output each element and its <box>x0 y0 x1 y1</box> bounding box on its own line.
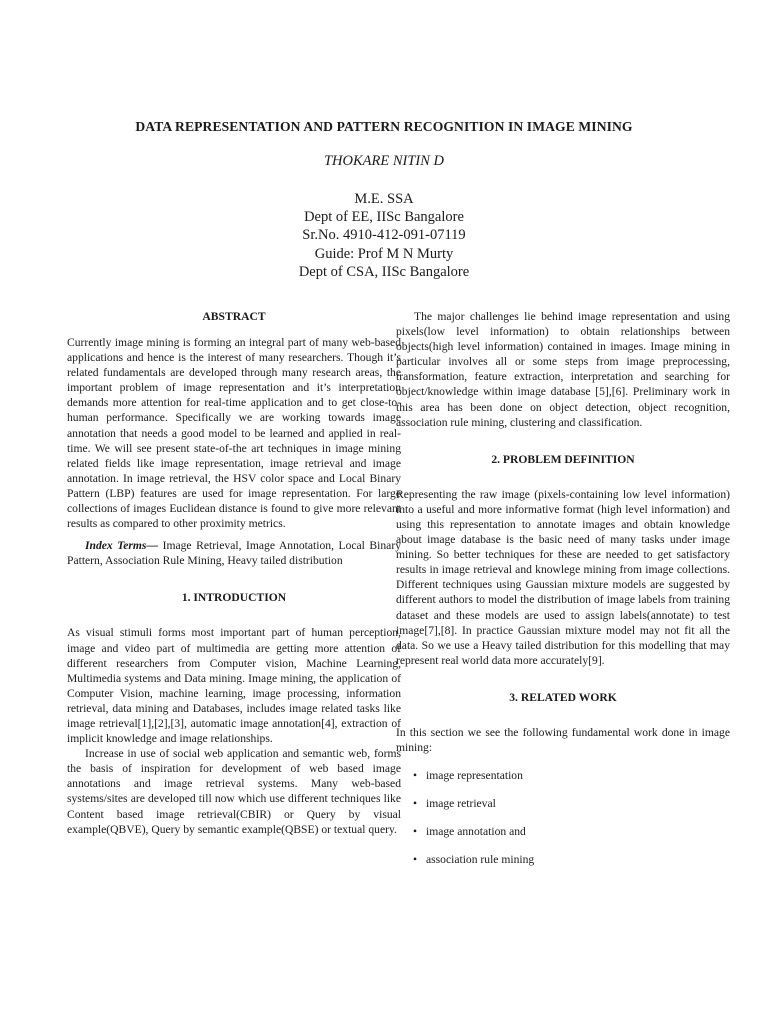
affiliation-line: Dept of CSA, IISc Bangalore <box>298 263 470 280</box>
intro-continued-paragraph: The major challenges lie behind image representation and using pixels(low level information) to obtain relationships between objects(high level information) contained in images. Image mining in particular involves all or some steps from image preprocessing, transformation, feature extraction, interpretation and searching for object/knowledge within image database [5],[6]. Preliminary work in this area has been done on object detection, object recognition, association rule mining, clustering and classification. <box>396 310 730 429</box>
list-item: • image retrieval <box>413 797 496 811</box>
author-name: THOKARE NITIN D <box>323 153 445 169</box>
bullet-icon: • <box>413 769 418 783</box>
index-terms-text: Image Retrieval, Image Annotation, Local Binary Pattern, Association Rule Mining, Heavy tailed distribution <box>67 539 401 568</box>
introduction-paragraph-2: Increase in use of social web application and semantic web, forms the basis of inspiration for development of web based image annotations and image retrieval systems. Many web-based systems/sites are developed till now which use different techniques like Content based image retrieval(CBIR) or Query by visual example(QBVE), Query by semantic example(QBSE) or textual query. <box>67 747 401 836</box>
right-column <box>396 309 730 867</box>
related-work-text: In this section we see the following fundamental work done in image mining: <box>396 725 730 754</box>
related-work-heading: 3. RELATED WORK <box>509 690 617 704</box>
problem-definition-text: Representing the raw image (pixels-containing low level information) into a useful and more informative format (high level information) and using this representation to annotate images and obtain knowledge about image database is the basic need of many tasks under image mining. So better techniques for these are needed to get satisfactory results in image retrieval and knowlege mining from image collections. Different techniques using Gaussian mixture models are suggested by different authors to model the distribution of image labels from training dataset and these models are used to assign labels(annotate) to test image[7],[8]. In practice Gaussian mixture model may not fit all the data. So we use a Heavy tailed distribution for this modelling that may represent real world data more accurately[9]. <box>396 487 730 667</box>
affiliation-line: M.E. SSA <box>354 191 414 207</box>
introduction-heading: 1. INTRODUCTION <box>181 591 287 605</box>
introduction-paragraph-1: As visual stimuli forms most important part of human perception, image and video part of multimedia are getting more attention of different researchers from Computer vision, Machine Learning, Multimedia systems and Data mining. Image mining, the application of Computer Vision, machine learning, image processing, information retrieval, data mining and Databases, includes image related tasks like image retrieval[1],[2],[3], automatic image annotation[4], extraction of implicit knowledge and image relationships. <box>67 626 401 746</box>
index-terms-label: Index Terms— <box>85 539 159 553</box>
bullet-icon: • <box>413 797 418 811</box>
affiliation-line: Dept of EE, IISc Bangalore <box>304 209 464 226</box>
affiliation-block <box>0 190 768 281</box>
list-item: • association rule mining <box>413 853 535 867</box>
bullet-icon: • <box>413 853 418 867</box>
left-column <box>67 309 401 837</box>
abstract-text: Currently image mining is forming an integral part of many web-based applications and hence is the interest of many researchers. Though it’s related fundamentals are developed through many research areas, the important problem of image representation and it’s interpretation demands more attention for real-time application and to get close-to-human performance. Specifically we are working towards image annotation that needs a good model to be learned and applied in real-time. We will see present state-of-the art techniques in image mining related fields like image representation, image retrieval and image annotation. In image retrieval, the HSV color space and Local Binary Pattern (LBP) features are used for image representation. For large collections of images Euclidean distance is found to give more relevant results as compared to other proximity metrics. <box>67 336 401 531</box>
bullet-icon: • <box>413 825 418 839</box>
related-work-list <box>396 768 730 867</box>
index-terms <box>67 538 401 568</box>
list-item: • image representation <box>413 769 523 783</box>
problem-definition-heading: 2. PROBLEM DEFINITION <box>491 452 635 466</box>
affiliation-line: Guide: Prof M N Murty <box>314 245 454 262</box>
paper-title: DATA REPRESENTATION AND PATTERN RECOGNITION IN IMAGE MINING <box>135 119 633 134</box>
abstract-heading: ABSTRACT <box>202 310 266 323</box>
list-item: • image annotation and <box>413 825 526 839</box>
affiliation-line: Sr.No. 4910-412-091-07119 <box>302 227 466 244</box>
